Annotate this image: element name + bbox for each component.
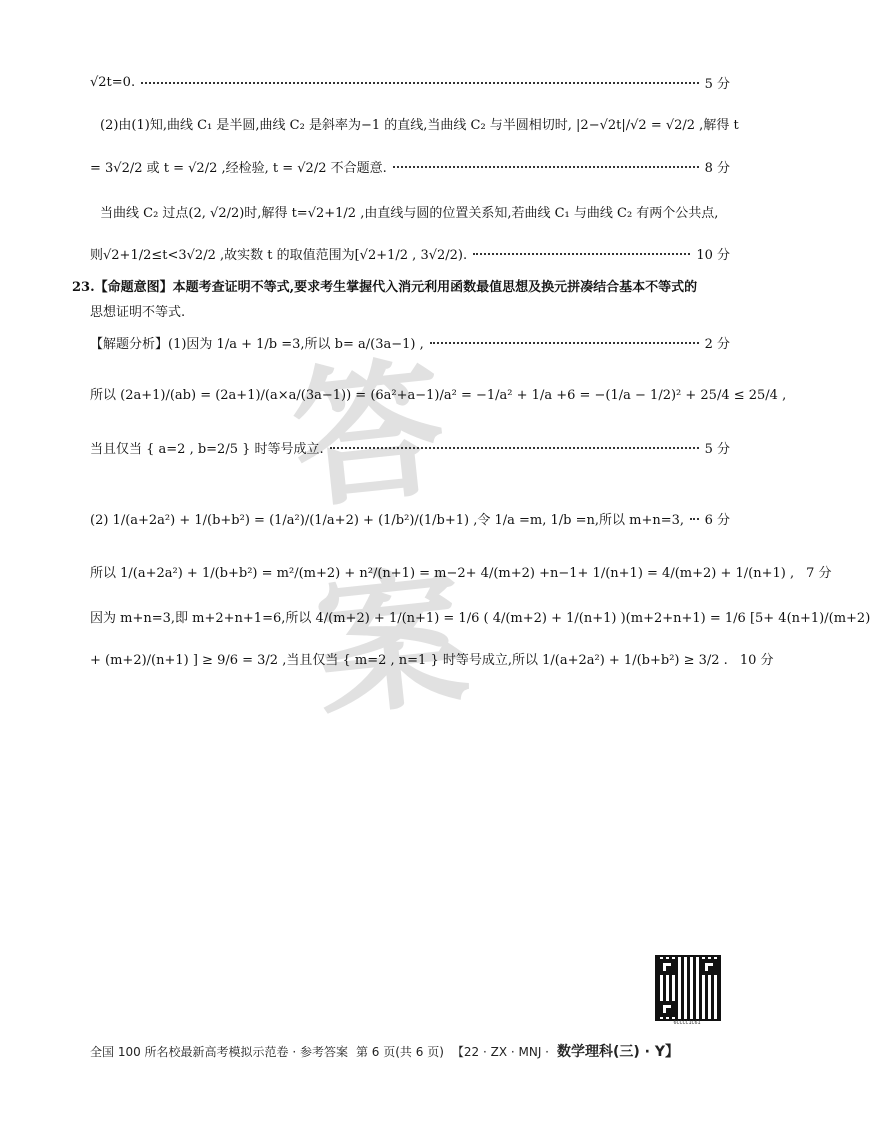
leader-dots <box>473 251 690 255</box>
question-23-intent-cont: 思想证明不等式. <box>90 304 186 320</box>
solution-part-2-4: + (m+2)/(n+1) ] ≥ 9/6 = 3/2 ,当且仅当 { m=2 , n=1 } 时等号成立,所以 1/(a+2a²) + 1/(b+b²) ≥ 3/2 . 10 分 <box>90 645 730 671</box>
solution-analysis-2: 所以 (2a+1)/(ab) = (2a+1)/(a×a/(3a−1)) = (6a²+a−1)/a² = −1/a² + 1/a +6 = −(1/a − 1/2)² + 25/4 ≤ 25/4 , <box>90 387 787 403</box>
solution-analysis-3: 当且仅当 { a=2 , b=2/5 } 时等号成立. 5 分 <box>90 434 730 460</box>
score-label: 10 分 <box>696 247 730 263</box>
solution-analysis-1: 【解题分析】(1)因为 1/a + 1/b =3,所以 b= a/(3a−1) , 2 分 <box>90 329 730 355</box>
score-label: 6 分 <box>704 512 730 528</box>
score-label: 2 分 <box>704 336 730 352</box>
score-label: 8 分 <box>704 160 730 176</box>
footer-subject: 数学理科(三) · Y】 <box>557 1044 680 1060</box>
qr-label: 6CCCC1C61 <box>673 1020 701 1026</box>
qr-finder <box>659 1001 675 1017</box>
solution-line-5: 则√2+1/2≤t<3√2/2 ,故实数 t 的取值范围为[√2+1/2 , 3√2/2). 10 分 <box>90 240 730 266</box>
leader-dots <box>430 340 699 344</box>
solution-part-2-1: (2) 1/(a+2a²) + 1/(b+b²) = (1/a²)/(1/a+2) + (1/b²)/(1/b+1) ,令 1/a =m, 1/b =n,所以 m+n=3, 6 分 <box>90 505 730 531</box>
qr-finder <box>701 959 717 975</box>
footer-title: 全国 100 所名校最新高考模拟示范卷 · 参考答案 <box>90 1044 348 1059</box>
solution-line-2: (2)由(1)知,曲线 C₁ 是半圆,曲线 C₂ 是斜率为−1 的直线,当曲线 C₂ 与半圆相切时, |2−√2t|/√2 = √2/2 ,解得 t <box>100 117 739 133</box>
solution-line-4: 当曲线 C₂ 过点(2, √2/2)时,解得 t=√2+1/2 ,由直线与圆的位置关系知,若曲线 C₁ 与曲线 C₂ 有两个公共点, <box>100 205 719 221</box>
score-label: 5 分 <box>704 76 730 92</box>
solution-line-1: √2t=0. 5 分 <box>90 74 730 92</box>
score-label: 10 分 <box>739 652 774 668</box>
solution-line-3: = 3√2/2 或 t = √2/2 ,经检验, t = √2/2 不合题意. 8 分 <box>90 153 730 179</box>
leader-dots <box>141 80 699 84</box>
solution-part-2-3: 因为 m+n=3,即 m+2+n+1=6,所以 4/(m+2) + 1/(n+1) = 1/6 ( 4/(m+2) + 1/(n+1) )(m+2+n+1) = 1/6 [5+ 4(n+1)/(m+2) <box>90 610 870 626</box>
qr-code <box>655 955 721 1021</box>
leader-dots <box>330 445 699 449</box>
score-label: 5 分 <box>704 441 730 457</box>
leader-dots <box>690 516 699 520</box>
qr-finder <box>659 959 675 975</box>
score-label: 7 分 <box>806 565 832 581</box>
watermark-char-1: 答 <box>285 341 453 530</box>
page-footer <box>90 1040 730 1062</box>
leader-dots <box>393 164 699 168</box>
footer-code: 【22 · ZX · MNJ · <box>451 1044 549 1059</box>
watermark-char-2: 案 <box>307 550 475 739</box>
solution-part-2-2: 所以 1/(a+2a²) + 1/(b+b²) = m²/(m+2) + n²/(n+1) = m−2+ 4/(m+2) +n−1+ 1/(n+1) = 4/(m+2) + 1/(n+1) , 7 分 <box>90 558 730 584</box>
question-23-intent: 23.【命题意图】本题考查证明不等式,要求考生掌握代入消元利用函数最值思想及换元拼凑结合基本不等式的 <box>72 279 698 295</box>
footer-page: 第 6 页(共 6 页) <box>355 1044 444 1059</box>
